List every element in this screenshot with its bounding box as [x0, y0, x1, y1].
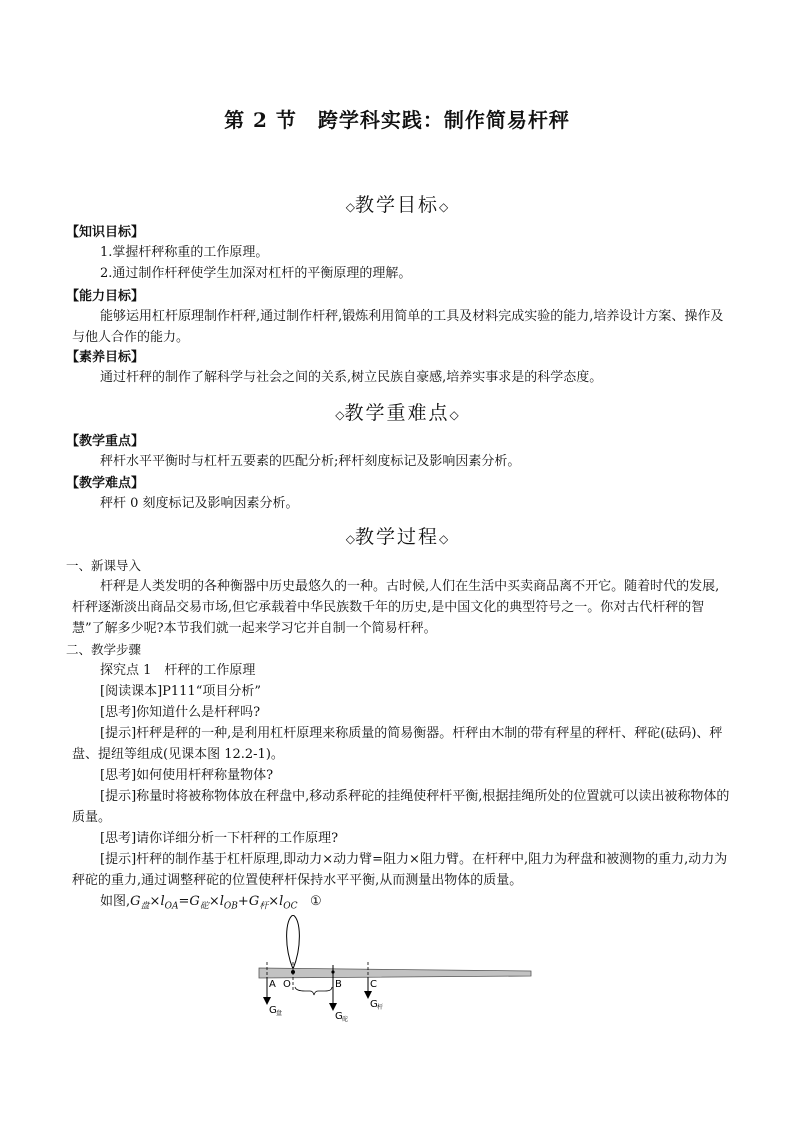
formula-line: 如图$,G_盘\times l_{OA}=G_砣\times l_{OB}+G_杆\times l_{OC}$ ① [100, 894, 322, 912]
section-title: 教学目标 [354, 194, 439, 216]
hint-answer: [提示]杆秤的制作基于杠杆原理,即动力×动力臂=阻力×阻力臂。在杆秤中,阻力为秤盘和被测物的重力,动力为秤砣的重力,通过调整秤砣的位置使秤杆保持水平平衡,从而测量出物体的质量。 [72, 852, 728, 888]
explore-point: 探究点 1 杆秤的工作原理 [100, 663, 256, 678]
section-heading-process [0, 522, 794, 549]
literacy-goals [72, 367, 732, 388]
label-g-rod-sub: 杆 [377, 1004, 384, 1011]
brace-ob [295, 987, 332, 995]
ability-goals [72, 306, 732, 348]
formula-number: ① [309, 894, 322, 909]
diamond-icon: ◇ [345, 200, 355, 214]
process-body [66, 555, 732, 918]
knowledge-goal-item: 2.通过制作杆秤使学生加深对杠杆的平衡原理的理解。 [100, 266, 412, 281]
label-literacy-goals: 【素养目标】 [66, 350, 145, 365]
label-point-c: C [370, 979, 377, 990]
label-ability-goals: 【能力目标】 [66, 289, 145, 304]
page-title: 第 2 节 跨学科实践：制作简易杆秤 [224, 108, 570, 132]
diamond-icon: ◇ [439, 532, 449, 546]
label-g-pan: G [269, 1005, 277, 1016]
label-teaching-difficulty: 【教学难点】 [66, 476, 145, 491]
label-point-b: B [335, 979, 342, 990]
label-teaching-focus: 【教学重点】 [66, 434, 145, 449]
label-g-weight-sub: 砣 [342, 1016, 349, 1023]
lifting-loop [287, 915, 300, 969]
literacy-goal-text: 通过杆秤的制作了解科学与社会之间的关系,树立民族自豪感,培养实事求是的科学态度。 [100, 370, 603, 385]
section-heading-goals [0, 190, 794, 217]
think-question: [思考]你知道什么是杆秤吗? [100, 705, 261, 720]
think-question: [思考]请你详细分析一下杆秤的工作原理? [100, 831, 339, 846]
label-point-a: A [269, 979, 276, 990]
ability-goal-text: 能够运用杠杆原理制作杆秤,通过制作杆秤,锻炼利用简单的工具及材料完成实验的能力,培养设计方案、操作及与他人合作的能力。 [72, 309, 724, 345]
teaching-focus-text: 秤杆水平平衡时与杠杆五要素的匹配分析;秤杆刻度标记及影响因素分析。 [100, 454, 521, 469]
formula-prefix: 如图, [100, 894, 131, 909]
arrowhead-g-pan [263, 997, 271, 1005]
knowledge-goals [72, 242, 732, 284]
part1-heading: 一、新课导入 [66, 558, 142, 573]
part1-text: 杆秤是人类发明的各种衡器中历史最悠久的一种。古时候,人们在生活中买卖商品离不开它。随着时代的发展,杆秤逐渐淡出商品交易市场,但它承载着中华民族数千年的历史,是中国文化的典型符号之一。你对古代杆秤的智慧”了解多少呢?本节我们就一起来学习它并自制一个简易杆秤。 [72, 579, 720, 636]
knowledge-goal-item: 1.掌握杆秤称重的工作原理。 [100, 245, 269, 260]
diamond-icon: ◇ [335, 408, 345, 422]
arrowhead-g-weight [329, 1003, 337, 1011]
section-heading-key-points [0, 398, 794, 425]
teaching-difficulty-text: 秤杆 0 刻度标记及影响因素分析。 [100, 496, 299, 511]
diamond-icon: ◇ [439, 200, 449, 214]
hint-answer: [提示]杆秤是秤的一种,是利用杠杆原理来称质量的简易衡器。杆秤由木制的带有秤星的秤杆、秤砣(砝码)、秤盘、提纽等组成(见课本图 12.2-1)。 [72, 726, 723, 762]
read-textbook: [阅读课本]P111“项目分析” [100, 684, 261, 699]
steelyard-rod [259, 968, 531, 978]
steelyard-figure [255, 915, 540, 1025]
hint-answer: [提示]称量时将被称物体放在秤盘中,移动系秤砣的挂绳使秤杆平衡,根据挂绳所处的位置就可以读出被称物体的质量。 [72, 789, 730, 825]
label-point-o: O [283, 979, 291, 990]
label-g-pan-sub: 盘 [276, 1010, 283, 1017]
think-question: [思考]如何使用杆秤称量物体? [100, 768, 274, 783]
label-g-weight: G [335, 1011, 343, 1022]
teaching-focus [72, 451, 732, 472]
part2-heading: 二、教学步骤 [66, 642, 142, 657]
label-g-rod: G [370, 999, 378, 1010]
section-title: 教学过程 [354, 526, 439, 548]
section-title: 教学重难点 [344, 402, 450, 424]
weight-point [331, 970, 334, 973]
diamond-icon: ◇ [449, 408, 459, 422]
diamond-icon: ◇ [345, 532, 355, 546]
arrowhead-g-rod [364, 991, 372, 999]
label-knowledge-goals: 【知识目标】 [66, 225, 145, 240]
teaching-difficulty [72, 493, 732, 514]
